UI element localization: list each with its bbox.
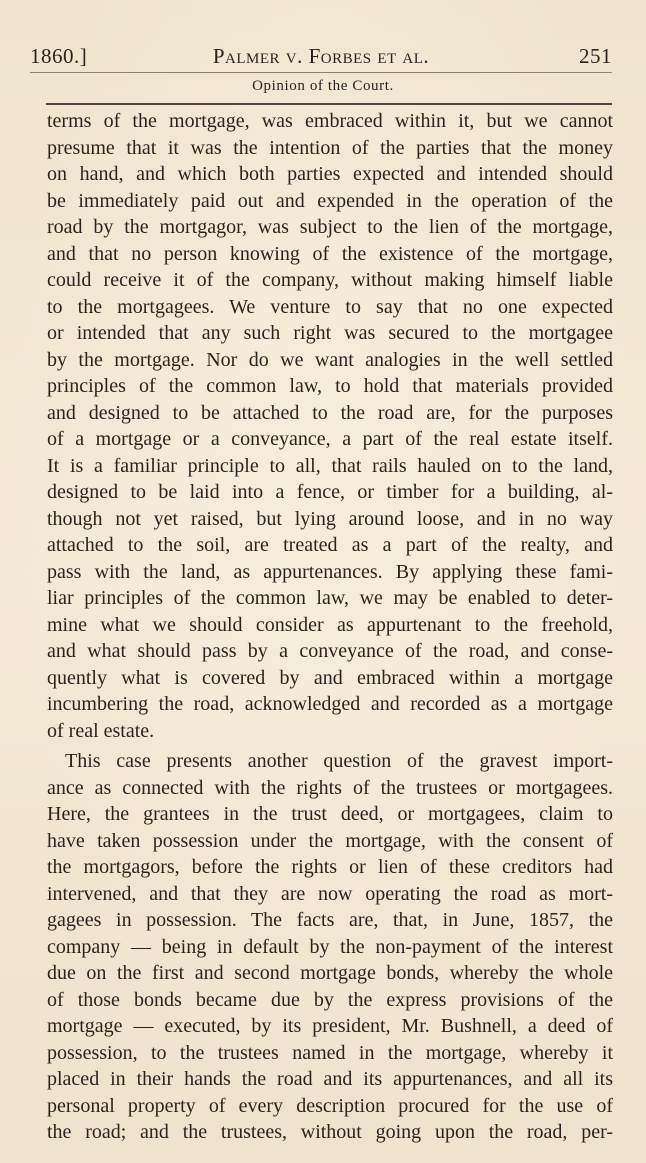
section-rule	[46, 103, 612, 105]
text-line: placed in their hands the road and its appurtenances, and all its	[47, 1068, 613, 1090]
header-rule	[30, 72, 612, 73]
text-line: It is a familiar principle to all, that rails hauled on to the land,	[47, 454, 613, 477]
text-line: pass with the land, as appurtenances. By applying these fami-	[47, 560, 613, 583]
text-line: the mortgagors, before the rights or lien of these creditors had	[47, 856, 613, 878]
text-line: could receive it of the company, without making himself liable	[47, 269, 613, 291]
text-line: gagees in possession. The facts are, that, in June, 1857, the	[47, 909, 613, 931]
text-line: though not yet raised, but lying around loose, and in no way	[47, 507, 613, 530]
paragraph-1	[47, 108, 613, 744]
text-line: company — being in default by the non-payment of the interest	[47, 935, 613, 958]
text-line: possession, to the trustees named in the mortgage, whereby it	[47, 1041, 613, 1064]
paragraph-2	[47, 748, 613, 1146]
running-header	[30, 40, 612, 70]
header-year: 1860.]	[30, 44, 88, 68]
text-line: and that no person knowing of the existence of the mortgage,	[47, 242, 613, 265]
text-line: be immediately paid out and expended in the operation of the	[47, 189, 613, 212]
text-line: Here, the grantees in the trust deed, or mortgagees, claim to	[47, 803, 613, 825]
text-line: of a mortgage or a conveyance, a part of the real estate itself.	[47, 428, 613, 450]
text-line: road by the mortgagor, was subject to the lien of the mortgage,	[47, 216, 613, 238]
text-line: intervened, and that they are now operating the road as mort-	[47, 882, 613, 905]
text-line: personal property of every description procured for the use of	[47, 1094, 613, 1117]
text-line: or intended that any such right was secured to the mortgagee	[47, 322, 613, 344]
text-line: mine what we should consider as appurtenant to the freehold,	[47, 613, 613, 636]
text-line: have taken possession under the mortgage, with the consent of	[47, 829, 613, 852]
text-line: attached to the soil, are treated as a part of the realty, and	[47, 534, 613, 556]
text-line: principles of the common law, to hold that materials provided	[47, 375, 613, 397]
header-page-number: 251	[579, 44, 612, 68]
text-line: liar principles of the common law, we may be enabled to deter-	[47, 587, 613, 609]
text-line: designed to be laid into a fence, or timber for a building, al-	[47, 481, 613, 503]
text-line: by the mortgage. Nor do we want analogies in the well settled	[47, 348, 613, 371]
text-line: mortgage — executed, by its president, Mr. Bushnell, a deed of	[47, 1015, 613, 1037]
text-line: presume that it was the intention of the parties that the money	[47, 136, 613, 159]
text-line: ance as connected with the rights of the trustees or mortgagees.	[47, 776, 613, 799]
text-line: of those bonds became due by the express provisions of the	[47, 988, 613, 1011]
text-line: incumbering the road, acknowledged and recorded as a mortgage	[47, 693, 613, 715]
text-line: and designed to be attached to the road are, for the purposes	[47, 401, 613, 424]
text-line: quently what is covered by and embraced within a mortgage	[47, 666, 613, 689]
text-line: This case presents another question of the gravest import-	[65, 750, 613, 772]
text-line: on hand, and which both parties expected and intended should	[47, 163, 613, 185]
text-line: of real estate.	[47, 719, 155, 742]
section-heading: Opinion of the Court.	[252, 78, 394, 94]
text-line: and what should pass by a conveyance of the road, and conse-	[47, 640, 613, 662]
text-line: terms of the mortgage, was embraced within it, but we cannot	[47, 110, 613, 132]
text-line: to the mortgagees. We venture to say that no one expected	[47, 295, 613, 318]
body-text	[47, 108, 613, 1146]
header-case-title: Palmer v. Forbes et al.	[212, 44, 430, 68]
text-line: due on the first and second mortgage bonds, whereby the whole	[47, 962, 613, 984]
text-line: the road; and the trustees, without going upon the road, per-	[47, 1121, 613, 1143]
